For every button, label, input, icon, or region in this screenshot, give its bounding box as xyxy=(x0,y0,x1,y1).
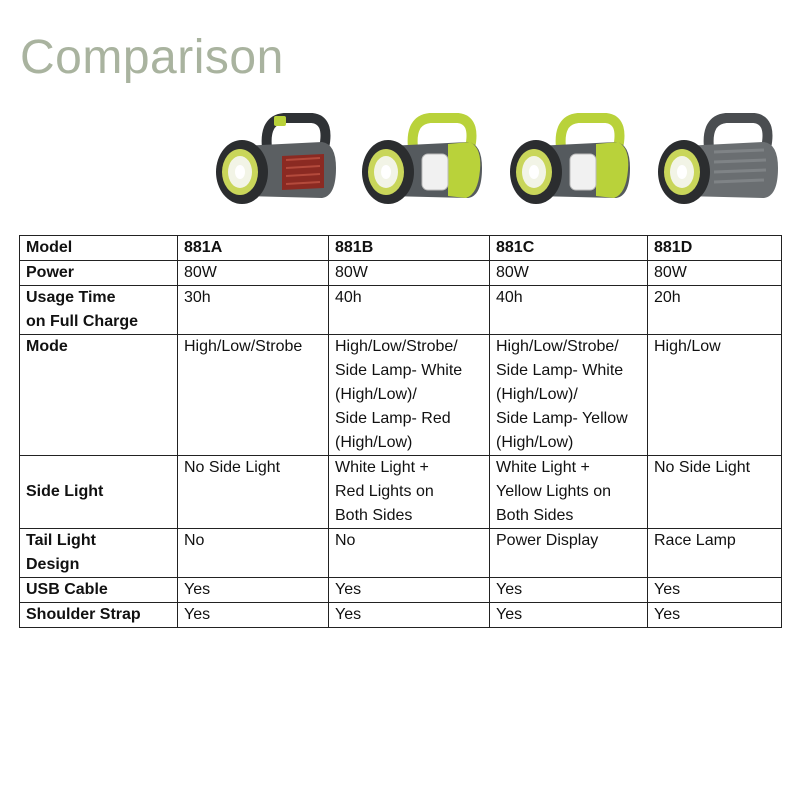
model-cell: 881B xyxy=(329,236,490,261)
tail-cell: Race Lamp xyxy=(648,529,782,578)
mode-cell xyxy=(490,335,648,456)
mode-line: (High/Low) xyxy=(496,434,574,451)
side-light-line: Red Lights on xyxy=(335,483,434,500)
usage-cell: 40h xyxy=(490,286,648,335)
usage-cell: 20h xyxy=(648,286,782,335)
table-row xyxy=(20,286,782,335)
side-light-line: White Light + xyxy=(335,459,429,476)
usb-cell: Yes xyxy=(178,578,329,603)
row-header-usage xyxy=(20,286,178,335)
usage-label-line2: on Full Charge xyxy=(26,313,138,330)
side-light-line: Yellow Lights on xyxy=(496,483,612,500)
tail-cell: Power Display xyxy=(490,529,648,578)
row-header-model: Model xyxy=(20,236,178,261)
strap-cell: Yes xyxy=(329,603,490,628)
table-row xyxy=(20,578,782,603)
side-light-line: Both Sides xyxy=(496,507,574,524)
mode-line: (High/Low) xyxy=(335,434,413,451)
table-row xyxy=(20,261,782,286)
power-cell: 80W xyxy=(648,261,782,286)
product-images xyxy=(200,108,800,223)
power-cell: 80W xyxy=(490,261,648,286)
comparison-table xyxy=(19,235,782,628)
side-light-line: No Side Light xyxy=(654,459,751,476)
tail-cell: No xyxy=(329,529,490,578)
usb-cell: Yes xyxy=(648,578,782,603)
model-cell: 881C xyxy=(490,236,648,261)
model-cell: 881A xyxy=(178,236,329,261)
usage-cell: 40h xyxy=(329,286,490,335)
table-row xyxy=(20,236,782,261)
usage-label-line1: Usage Time xyxy=(26,289,116,306)
usb-cell: Yes xyxy=(490,578,648,603)
tail-label-line1: Tail Light xyxy=(26,532,96,549)
side-light-line: No Side Light xyxy=(184,459,281,476)
flashlight-grey-red-icon xyxy=(212,108,342,223)
mode-line: Side Lamp- White xyxy=(496,362,624,379)
tail-label-line2: Design xyxy=(26,556,80,573)
strap-cell: Yes xyxy=(648,603,782,628)
table-row xyxy=(20,529,782,578)
row-header-usb: USB Cable xyxy=(20,578,178,603)
row-header-power: Power xyxy=(20,261,178,286)
power-cell: 80W xyxy=(329,261,490,286)
page-title: Comparison xyxy=(20,31,284,84)
side-light-cell xyxy=(178,456,329,529)
row-header-side-light: Side Light xyxy=(20,456,178,529)
mode-cell xyxy=(648,335,782,456)
flashlight-green-white-icon xyxy=(358,108,488,223)
mode-line: High/Low xyxy=(654,338,721,355)
tail-cell: No xyxy=(178,529,329,578)
side-light-cell xyxy=(648,456,782,529)
mode-line: (High/Low)/ xyxy=(335,386,417,403)
side-light-cell xyxy=(490,456,648,529)
side-light-cell xyxy=(329,456,490,529)
mode-cell xyxy=(178,335,329,456)
usage-cell: 30h xyxy=(178,286,329,335)
usb-cell: Yes xyxy=(329,578,490,603)
mode-line: High/Low/Strobe/ xyxy=(335,338,458,355)
mode-line: Side Lamp- Red xyxy=(335,410,451,427)
table-row xyxy=(20,603,782,628)
mode-line: Side Lamp- Yellow xyxy=(496,410,628,427)
row-header-mode: Mode xyxy=(20,335,178,456)
mode-line: Side Lamp- White xyxy=(335,362,463,379)
mode-line: High/Low/Strobe/ xyxy=(496,338,619,355)
flashlight-green-white-icon xyxy=(506,108,636,223)
model-cell: 881D xyxy=(648,236,782,261)
side-light-line: White Light + xyxy=(496,459,590,476)
mode-line: (High/Low)/ xyxy=(496,386,578,403)
table-row xyxy=(20,335,782,456)
strap-cell: Yes xyxy=(490,603,648,628)
strap-cell: Yes xyxy=(178,603,329,628)
power-cell: 80W xyxy=(178,261,329,286)
row-header-tail xyxy=(20,529,178,578)
mode-line: High/Low/Strobe xyxy=(184,338,303,355)
row-header-strap: Shoulder Strap xyxy=(20,603,178,628)
mode-cell xyxy=(329,335,490,456)
side-light-line: Both Sides xyxy=(335,507,413,524)
table-row xyxy=(20,456,782,529)
flashlight-grey-icon xyxy=(654,108,784,223)
